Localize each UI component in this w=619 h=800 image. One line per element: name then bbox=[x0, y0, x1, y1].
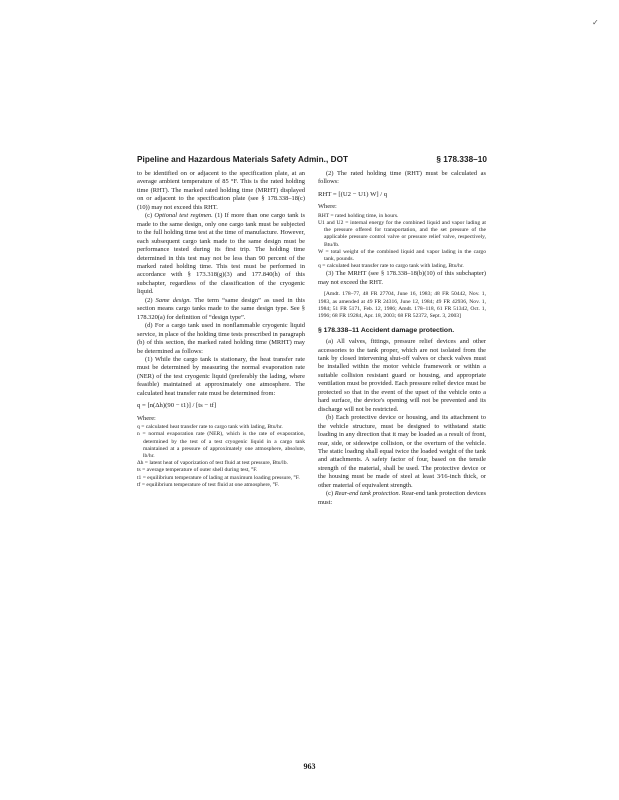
paragraph bbox=[137, 356, 305, 398]
paragraph-text: Where: bbox=[318, 203, 337, 211]
paragraph-label: (b) bbox=[326, 414, 334, 422]
paragraph-label: (a) bbox=[326, 338, 334, 346]
paragraph-text: For a cargo tank used in nonflammable cryogenic liquid service, in place of the holding time tests prescribed in paragraph (b) of this section, the marked rated holding time (MRHT) may be determined as follows: bbox=[137, 322, 305, 355]
amendment-history bbox=[318, 291, 486, 320]
variable-definition bbox=[318, 249, 486, 263]
variable-definition bbox=[137, 431, 305, 460]
left-column bbox=[137, 170, 305, 489]
paragraph bbox=[137, 170, 305, 212]
paragraph-label: (d) bbox=[145, 322, 153, 330]
paragraph bbox=[137, 322, 305, 356]
paragraph-text: [Amdt. 178–77, 48 FR 27704, June 16, 1983; 48 FR 50442, Nov. 1, 1983, as amended at 49 FR 24316, June 12, 1984; 49 FR 42936, Nov. 1, 1984; 51 FR 5171, Feb. 12, 1986; Amdt. 178–118, 61 FR 51342, Oct. 1, 1996; 68 FR 19284, Apr. 18, 2003; 68 FR 52372, Sept. 3, 2003] bbox=[318, 291, 486, 320]
paragraph-subject: Same design. bbox=[155, 296, 192, 304]
paragraph bbox=[318, 270, 486, 287]
paragraph bbox=[318, 170, 486, 187]
paragraph-text: to be identified on or adjacent to the specification plate, at an average ambient temperature of 85 °F. This is the rated holding time (RHT). The marked rated holding time (MRHT) displayed on or adjacent to the specification plate (see § 178.338–18(c)(10)) may not exceed this RHT. bbox=[137, 170, 305, 211]
paragraph-text: RHT = rated holding time, in hours. bbox=[318, 212, 399, 219]
variable-definition bbox=[318, 220, 486, 249]
paragraph-text: Δh = latent heat of vaporization of test fluid at test pressure, Btu/lb. bbox=[137, 460, 288, 467]
paragraph-subject: Optional test regimen. bbox=[154, 212, 213, 220]
paragraph-label: (1) bbox=[145, 355, 153, 363]
right-column bbox=[318, 170, 486, 507]
paragraph bbox=[137, 212, 305, 297]
paragraph-text: (1) If more than one cargo tank is made to the same design, only one cargo tank must be subjected to the full holding time test at the time of manufacture. However, each subsequent cargo tank made to the same design must be performance tested during its first trip. The holding time determined in this test may not be less than 90 percent of the marked rated holding time. This test must be performed in accordance with § 173.318(g)(3) and 177.840(h) of this subchapter, regardless of the classification of the cryogenic liquid. bbox=[137, 212, 305, 296]
paragraph bbox=[318, 490, 486, 507]
variable-definition bbox=[318, 213, 486, 220]
paragraph-text: n = normal evaporation rate (NER), which is the rate of evaporation, determined by the test of a test cryogenic liquid in a cargo tank maintained at a pressure of approximately one atmosphere, absolute, lb/hr. bbox=[137, 431, 305, 459]
formula bbox=[318, 191, 486, 199]
paragraph-text: U1 and U2 = internal energy for the combined liquid and vapor lading at the pressure offered for transportation, and the set pressure of the applicable pressure control valve or pressure relief valve, respectively, Btu/lb. bbox=[318, 220, 486, 248]
variable-definition bbox=[137, 467, 305, 474]
paragraph-text: Where: bbox=[137, 414, 156, 422]
paragraph-text: The MRHT (see § 178.338–18(b)(10) of this subchapter) may not exceed the RHT. bbox=[318, 270, 487, 286]
paragraph-text: Rear-end tank protection devices must: bbox=[318, 490, 486, 506]
header-agency: Pipeline and Hazardous Materials Safety Admin., DOT bbox=[137, 155, 349, 164]
paragraph bbox=[318, 338, 486, 414]
paragraph-text: ts = average temperature of outer shell during test, °F. bbox=[137, 467, 258, 474]
paragraph-subject: Rear-end tank protection. bbox=[334, 490, 401, 498]
page-number: 963 bbox=[303, 762, 316, 771]
paragraph-text: t1 = equilibrium temperature of lading at maximum loading pressure, °F. bbox=[137, 474, 300, 481]
running-header bbox=[137, 155, 487, 164]
paragraph-text: W = total weight of the combined liquid and vapor lading in the cargo tank, pounds. bbox=[318, 248, 486, 263]
section-title: Accident damage protection. bbox=[359, 326, 455, 334]
paragraph bbox=[318, 414, 486, 490]
paragraph-label: (c) bbox=[326, 490, 334, 498]
variable-definition bbox=[318, 263, 486, 270]
paragraph-label: (2) bbox=[145, 296, 153, 304]
paragraph-text: While the cargo tank is stationary, the heat transfer rate must be determined by measuring the normal evaporation rate (NER) of the test cryogenic liquid (preferably the lading, where feasible) maintained at approximately one atmosphere. The calculated heat transfer rate must be determined from: bbox=[137, 355, 305, 397]
paragraph-text: All valves, fittings, pressure relief devices and other accessories to the tank proper, which are not isolated from the tank by closed intervening shut-off valves or check valves must be installed within the motor vehicle framework or within a suitable collision resistant guard or housing, and appropriate ventilation must be provided. Each pressure relief device must be protected so that in the event of the upset of the vehicle onto a hard surface, the device's opening will not be prevented and its discharge will not be restricted. bbox=[318, 338, 486, 413]
paragraph-text: q = calculated heat transfer rate to cargo tank with lading, Btu/hr. bbox=[318, 263, 464, 270]
paragraph-label: (c) bbox=[145, 212, 153, 220]
paragraph-text: tf = equilibrium temperature of test fluid at one atmosphere, °F. bbox=[137, 481, 279, 488]
paragraph-label: (2) bbox=[326, 170, 334, 177]
section-number: § 178.338–11 bbox=[318, 326, 360, 334]
where-label bbox=[318, 203, 486, 211]
formula bbox=[137, 402, 305, 410]
variable-definition bbox=[137, 475, 305, 482]
paragraph-text: The term “same design” as used in this section means cargo tanks made to the same design type. See § 178.320(a) for definition of “design type”. bbox=[137, 296, 305, 321]
scan-mark: ✓ bbox=[592, 18, 599, 27]
paragraph-text: q = [n(Δh)(90 − t1)] / [ts − tf] bbox=[137, 402, 217, 410]
paragraph-label: (3) bbox=[326, 270, 334, 278]
paragraph-text: q = calculated heat transfer rate to cargo tank with lading, Btu/hr. bbox=[137, 424, 283, 431]
header-section: § 178.338–10 bbox=[436, 155, 487, 164]
variable-definition bbox=[137, 482, 305, 489]
paragraph bbox=[137, 297, 305, 322]
where-label bbox=[137, 415, 305, 423]
section-heading bbox=[318, 327, 486, 336]
paragraph-text: Each protective device or housing, and its attachment to the vehicle structure, must be designed to withstand static loading in any direction that it may be loaded as a result of front, rear, side, or sideswipe collision, or the overturn of the vehicle. The static loading shall equal twice the loaded weight of the tank and attachments. A safety factor of four, based on the tensile strength of the material, shall be used. The protective device or the housing must be made of steel at least 3⁄16-inch thick, or other material of equivalent strength. bbox=[318, 414, 486, 489]
paragraph-text: The rated holding time (RHT) must be calculated as follows: bbox=[318, 170, 486, 186]
paragraph-text: RHT = [(U2 − U1) W] / q bbox=[318, 190, 388, 198]
